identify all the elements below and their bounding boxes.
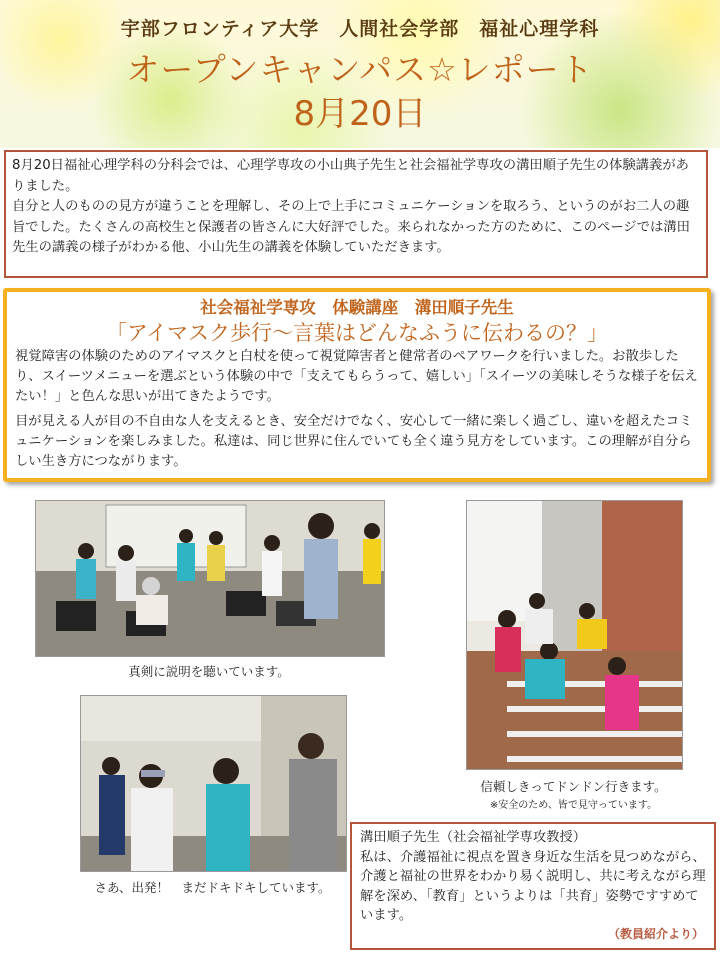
classroom-caption: 真剣に説明を聴いています。: [128, 664, 290, 679]
header-date: 8月20日: [293, 94, 427, 134]
teacher-source: （教員紹介より）: [607, 926, 704, 941]
header-title: オープンキャンパス☆レポート: [126, 50, 594, 89]
stairs-photo-image: [467, 501, 682, 769]
lecture-box: [3, 288, 711, 482]
classroom-photo-image: [36, 501, 384, 656]
lecture-theme: 「アイマスク歩行～言葉はどんなふうに伝わるの？」: [105, 321, 609, 345]
intro-paragraph-1: 8月20日福祉心理学科の分科会では、心理学専攻の小山典子先生と社会福祉学専攻の溝田順子先生の体験講義がありました。: [12, 158, 689, 194]
departure-photo: [80, 695, 347, 872]
stairs-photo: [466, 500, 683, 770]
page-header: [0, 0, 720, 148]
departure-caption: さあ、出発！ まだドキドキしています。: [94, 880, 331, 895]
teacher-name-line: 溝田順子先生（社会福祉学専攻教授）: [360, 830, 587, 845]
stairs-caption: 信頼しきってドンドン行きます。: [480, 779, 667, 794]
teacher-bio: 私は、介護福祉に視点を置き身近な生活を見つめながら、介護と福祉の世界をわかり易く説明し、共に考えながら理解を深め、「教育」というよりは「共育」姿勢ですすめています。: [360, 849, 706, 923]
stairs-note: ※安全のため、皆で見守っています。: [489, 800, 658, 811]
intro-box: [4, 150, 708, 278]
teacher-profile-box: [350, 822, 716, 950]
lecture-dept-line: 社会福祉学専攻 体験講座 溝田順子先生: [200, 298, 514, 317]
classroom-photo: [35, 500, 385, 657]
lecture-body-2: 目が見える人が目の不自由な人を支えるとき、安全だけでなく、安心して一緒に楽しく過ごし、違いを超えたコミュニケーションを楽しみました。私達は、同じ世界に住んでいても全く違う見方をしています。この理解が自分らしい生き方につながります。: [15, 414, 693, 469]
lecture-body-1: 視覚障害の体験のためのアイマスクと白杖を使って視覚障害者と健常者のペアワークを行いました。お散歩したり、スイーツメニューを選ぶという体験の中で「支えてもらうって、嬉しい」「スイーツの美味しそうな様子を伝えたい！」と色んな思いが出てきたようです。: [15, 349, 698, 404]
intro-paragraph-2: 自分と人のものの見方が違うことを理解し、その上で上手にコミュニケーションを取ろう、というのがお二人の趣旨でした。たくさんの高校生と保護者の皆さんに大好評でした。来られなかった方のために、このページでは溝田先生の講義の様子がわかる他、小山先生の講義を体験していただきます。: [12, 199, 690, 255]
header-subtitle: 宇部フロンティア大学 人間社会学部 福祉心理学科: [120, 18, 600, 40]
departure-photo-image: [81, 696, 346, 871]
